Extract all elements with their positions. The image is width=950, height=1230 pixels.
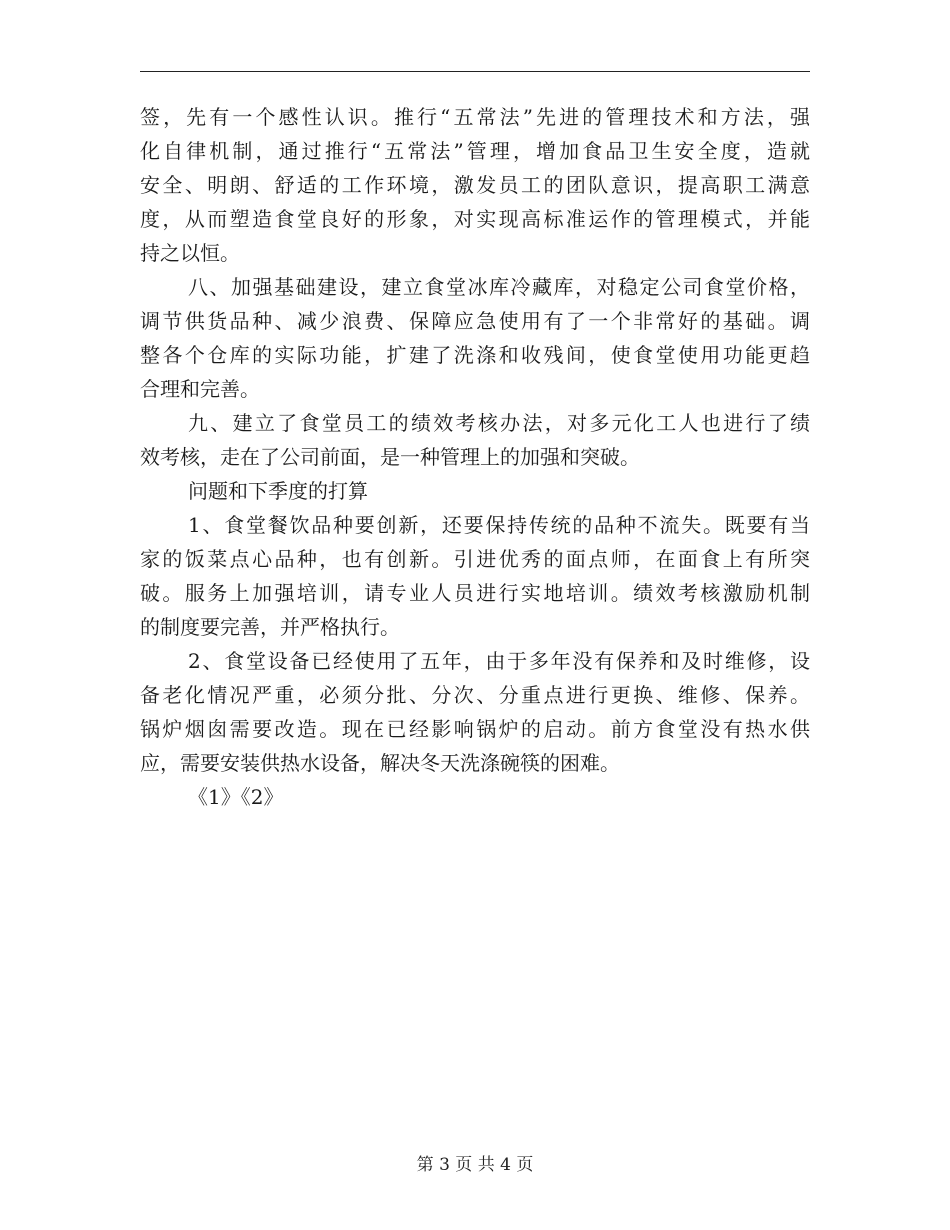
page-links[interactable]: 《1》《2》 <box>188 785 284 809</box>
paragraph-line: 效考核，走在了公司前面，是一种管理上的加强和突破。 <box>140 445 640 469</box>
section-heading: 问题和下季度的打算 <box>188 479 368 503</box>
paragraph-line: 应，需要安装供热水设备，解决冬天洗涤碗筷的困难。 <box>140 751 620 775</box>
paragraph-line: 持之以恒。 <box>140 241 240 265</box>
paragraph-line: 1、食堂餐饮品种要创新，还要保持传统的品种不流失。既要有当 <box>188 513 810 537</box>
paragraph-line: 备老化情况严重，必须分批、分次、分重点进行更换、维修、保养。 <box>140 683 810 707</box>
paragraph-line: 九、建立了食堂员工的绩效考核办法，对多元化工人也进行了绩 <box>188 411 810 435</box>
paragraph-line: 家的饭菜点心品种，也有创新。引进优秀的面点师，在面食上有所突 <box>140 547 810 571</box>
paragraph-line: 的制度要完善，并严格执行。 <box>140 615 400 639</box>
header-rule <box>140 71 810 72</box>
paragraph-line: 化自律机制，通过推行“五常法”管理，增加食品卫生安全度，造就 <box>140 139 810 163</box>
paragraph-line: 锅炉烟囱需要改造。现在已经影响锅炉的启动。前方食堂没有热水供 <box>140 717 810 741</box>
paragraph-line: 度，从而塑造食堂良好的形象，对实现高标准运作的管理模式，并能 <box>140 207 810 231</box>
paragraph-line: 破。服务上加强培训，请专业人员进行实地培训。绩效考核激励机制 <box>140 581 810 605</box>
paragraph-line: 安全、明朗、舒适的工作环境，激发员工的团队意识，提高职工满意 <box>140 173 810 197</box>
page-number: 第 3 页 共 4 页 <box>416 1155 534 1175</box>
paragraph-line: 调节供货品种、减少浪费、保障应急使用有了一个非常好的基础。调 <box>140 309 810 333</box>
paragraph-line: 八、加强基础建设，建立食堂冰库冷藏库，对稳定公司食堂价格， <box>188 275 810 299</box>
paragraph-line: 签，先有一个感性认识。推行“五常法”先进的管理技术和方法，强 <box>140 105 810 129</box>
paragraph-line: 整各个仓库的实际功能，扩建了洗涤和收残间，使食堂使用功能更趋 <box>140 343 810 367</box>
document-body <box>140 100 810 814</box>
paragraph-line: 2、食堂设备已经使用了五年，由于多年没有保养和及时维修，设 <box>188 649 810 673</box>
paragraph-line: 合理和完善。 <box>140 377 260 401</box>
